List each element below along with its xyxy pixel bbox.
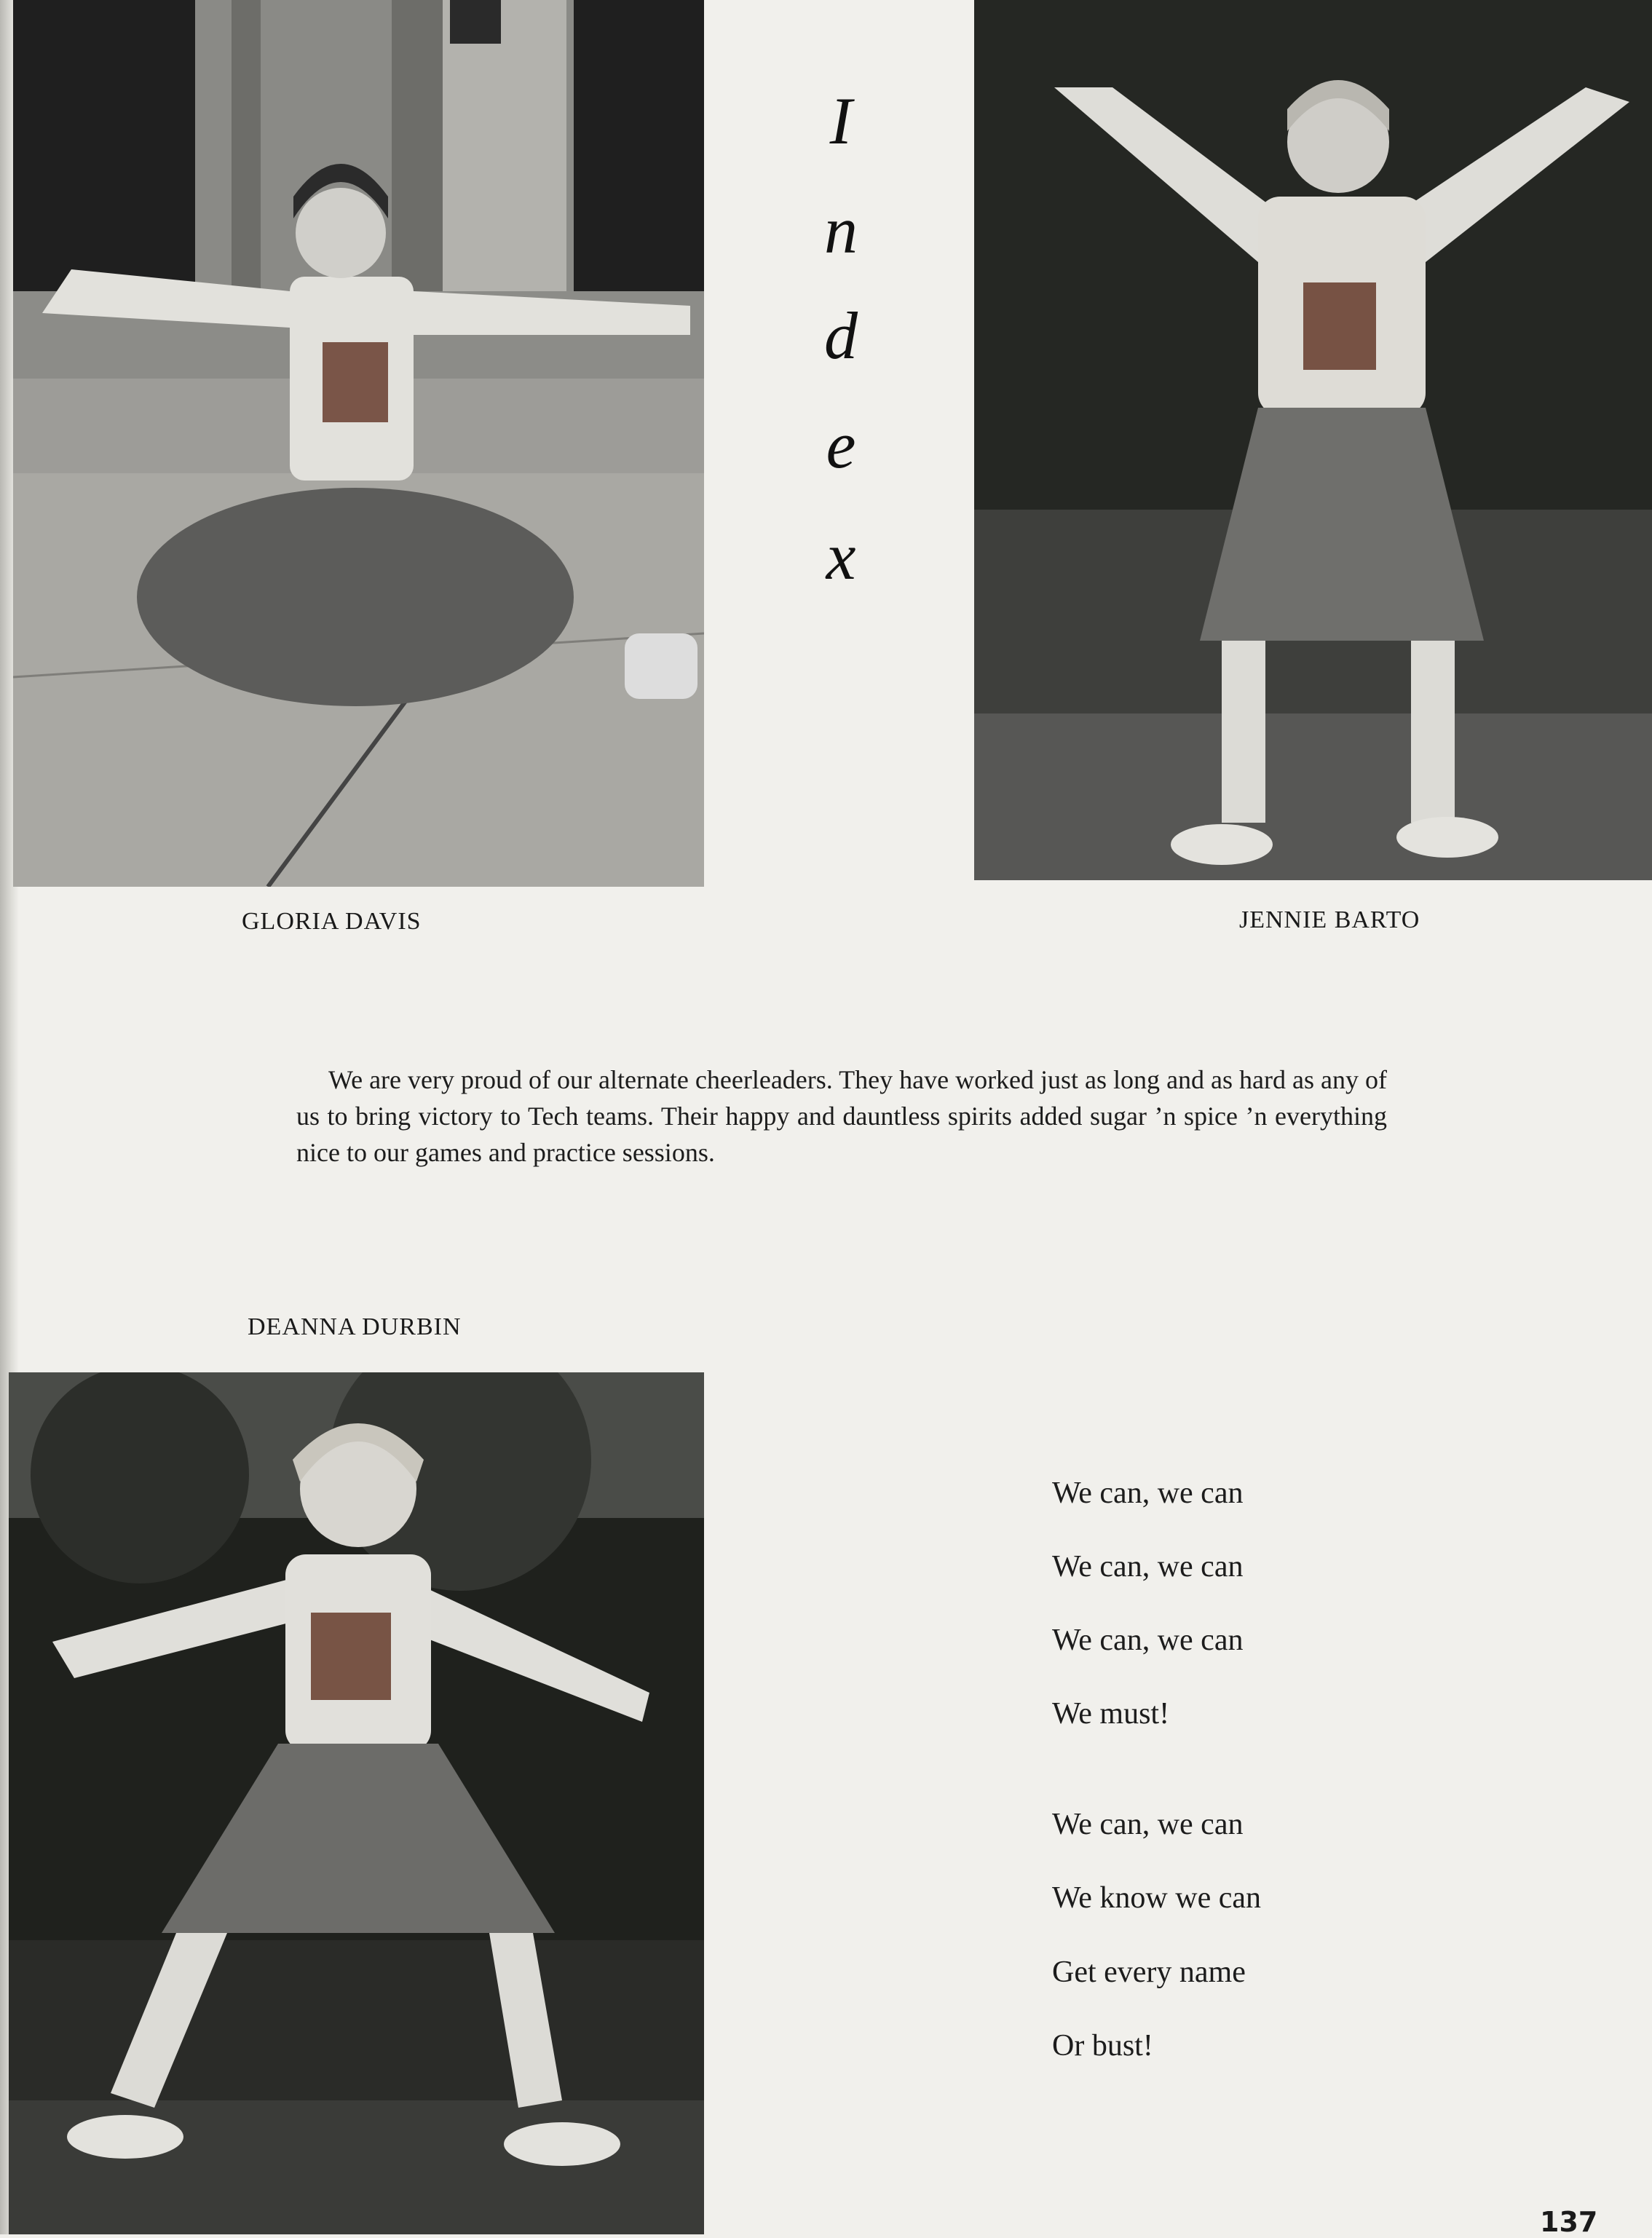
chant-line-5: We can, we can: [1052, 1808, 1244, 1841]
chant-line-3: We can, we can: [1052, 1624, 1244, 1657]
chant-line-7: Get every name: [1052, 1956, 1246, 1989]
chant-line-1: We can, we can: [1052, 1476, 1244, 1510]
title-letter-n: n: [824, 193, 858, 267]
title-letter-e: e: [826, 408, 856, 482]
caption-deanna-durbin: DEANNA DURBIN: [248, 1313, 462, 1340]
caption-jennie-barto: JENNIE BARTO: [1239, 906, 1420, 933]
title-letter-i: I: [829, 84, 853, 158]
chant-line-4: We must!: [1052, 1697, 1170, 1731]
photo-gloria-davis: [13, 0, 704, 887]
title-letter-d: d: [824, 298, 858, 373]
body-paragraph: We are very proud of our alternate cheerleaders. They have worked just as long and as hard as any of us to bring victory to Tech teams. Their happy and dauntless spirits added sugar ’n spice ’n everything nice to our games and practice sessions.: [296, 1065, 1387, 1167]
photo-deanna-durbin: [9, 1372, 704, 2234]
chant-line-8: Or bust!: [1052, 2029, 1153, 2063]
caption-gloria-davis: GLORIA DAVIS: [242, 908, 422, 935]
title-letter-x: x: [826, 519, 856, 593]
page-number: 137: [1540, 2206, 1598, 2238]
chant-line-6: We know we can: [1052, 1881, 1262, 1915]
chant-line-2: We can, we can: [1052, 1550, 1244, 1583]
photo-jennie-barto: [974, 0, 1652, 880]
